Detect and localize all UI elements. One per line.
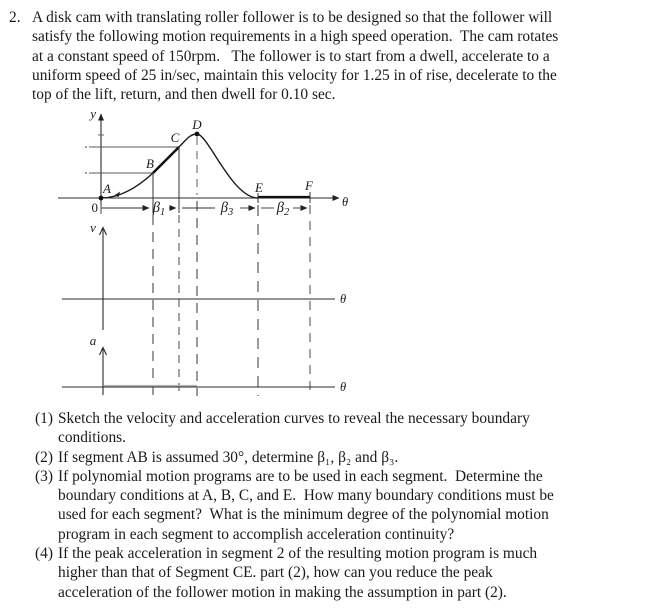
velocity-theta-label: θ <box>340 292 347 306</box>
point-d-label: D <box>192 117 202 132</box>
cam-motion-diagram <box>55 105 375 405</box>
problem-line: satisfy the following motion requirements in a high speed operation. The cam rotates <box>32 28 559 46</box>
beta2-symbol: β <box>276 200 284 216</box>
question-line: acceleration of the follower motion in making the assumption in part (2). <box>58 583 507 601</box>
point-d-dot <box>195 132 200 137</box>
problem-text <box>32 8 558 104</box>
beta3-symbol: β <box>220 200 228 216</box>
question-marker: (3) <box>35 467 53 485</box>
problem-number: 2. <box>9 9 21 26</box>
acceleration-plot <box>62 333 346 395</box>
question-marker: (1) <box>35 410 53 427</box>
question-item-3 <box>35 467 554 544</box>
point-c-label: C <box>170 130 180 145</box>
point-f-label: F <box>305 178 313 193</box>
question-text <box>58 467 554 544</box>
beta1-label <box>152 200 165 218</box>
beta2-label <box>276 200 290 218</box>
displacement-segment-bc-constant-velocity <box>153 147 179 173</box>
point-a-dot <box>99 196 104 201</box>
displacement-curve-crest-cde <box>179 134 258 198</box>
question-line: Sketch the velocity and acceleration curves to reveal the necessary boundary <box>58 410 530 427</box>
beta2-subscript: 2 <box>283 207 290 218</box>
question-line: If the peak acceleration in segment 2 of the resulting motion program is much <box>58 545 538 563</box>
beta1-subscript: 1 <box>159 207 166 218</box>
b-reference-tick <box>85 172 87 174</box>
acceleration-theta-label: θ <box>340 380 347 394</box>
beta3-subscript: 3 <box>227 207 234 218</box>
beta1-symbol: β <box>152 200 160 216</box>
dimension-row <box>92 200 308 218</box>
problem-line: A disk cam with translating roller follower is to be designed so that the follower will <box>32 9 553 26</box>
question-line: If segment AB is assumed 30°, determine β₁, β₂ and β₃. <box>58 448 399 466</box>
question-line: boundary conditions at A, B, C, and E. How many boundary conditions must be <box>58 487 554 505</box>
question-line: conditions. <box>58 429 126 447</box>
question-marker: (2) <box>35 448 53 466</box>
question-text <box>58 448 398 467</box>
beta3-label <box>220 200 233 218</box>
displacement-theta-label: θ <box>342 195 349 209</box>
question-list <box>35 409 554 602</box>
problem-line: uniform speed of 25 in/sec, maintain this velocity for 1.25 in of rise, decelerate to the <box>32 66 557 84</box>
problem-line: top of the lift, return, and then dwell for 0.10 sec. <box>32 86 336 104</box>
problem-line: at a constant speed of 150rpm. The follower is to start from a dwell, accelerate to a <box>32 47 550 65</box>
question-text <box>58 409 530 448</box>
problem-statement <box>9 8 558 104</box>
question-item-1 <box>35 409 554 448</box>
v-axis-label: v <box>90 220 96 235</box>
question-line: program in each segment to accomplish acceleration continuity? <box>58 525 455 543</box>
question-line: used for each segment? What is the minimum degree of the polynomial motion <box>58 506 549 524</box>
question-item-4 <box>35 544 554 602</box>
displacement-plot <box>58 106 348 213</box>
question-line: higher than that of Segment CE. part (2), how can you reduce the peak <box>58 564 493 582</box>
question-marker: (4) <box>35 545 53 563</box>
point-e-label: E <box>255 180 263 195</box>
origin-label: 0 <box>91 200 98 215</box>
question-line: If polynomial motion programs are to be used in each segment. Determine the <box>58 467 543 485</box>
point-a-label: A <box>103 181 111 196</box>
y-axis-label: y <box>90 106 96 121</box>
point-b-label: B <box>146 156 154 171</box>
velocity-plot <box>62 220 346 330</box>
question-item-2 <box>35 448 554 467</box>
c-reference-tick <box>85 146 87 148</box>
question-text <box>58 544 537 602</box>
construction-lines <box>153 137 310 396</box>
a-axis-label: a <box>89 333 97 348</box>
